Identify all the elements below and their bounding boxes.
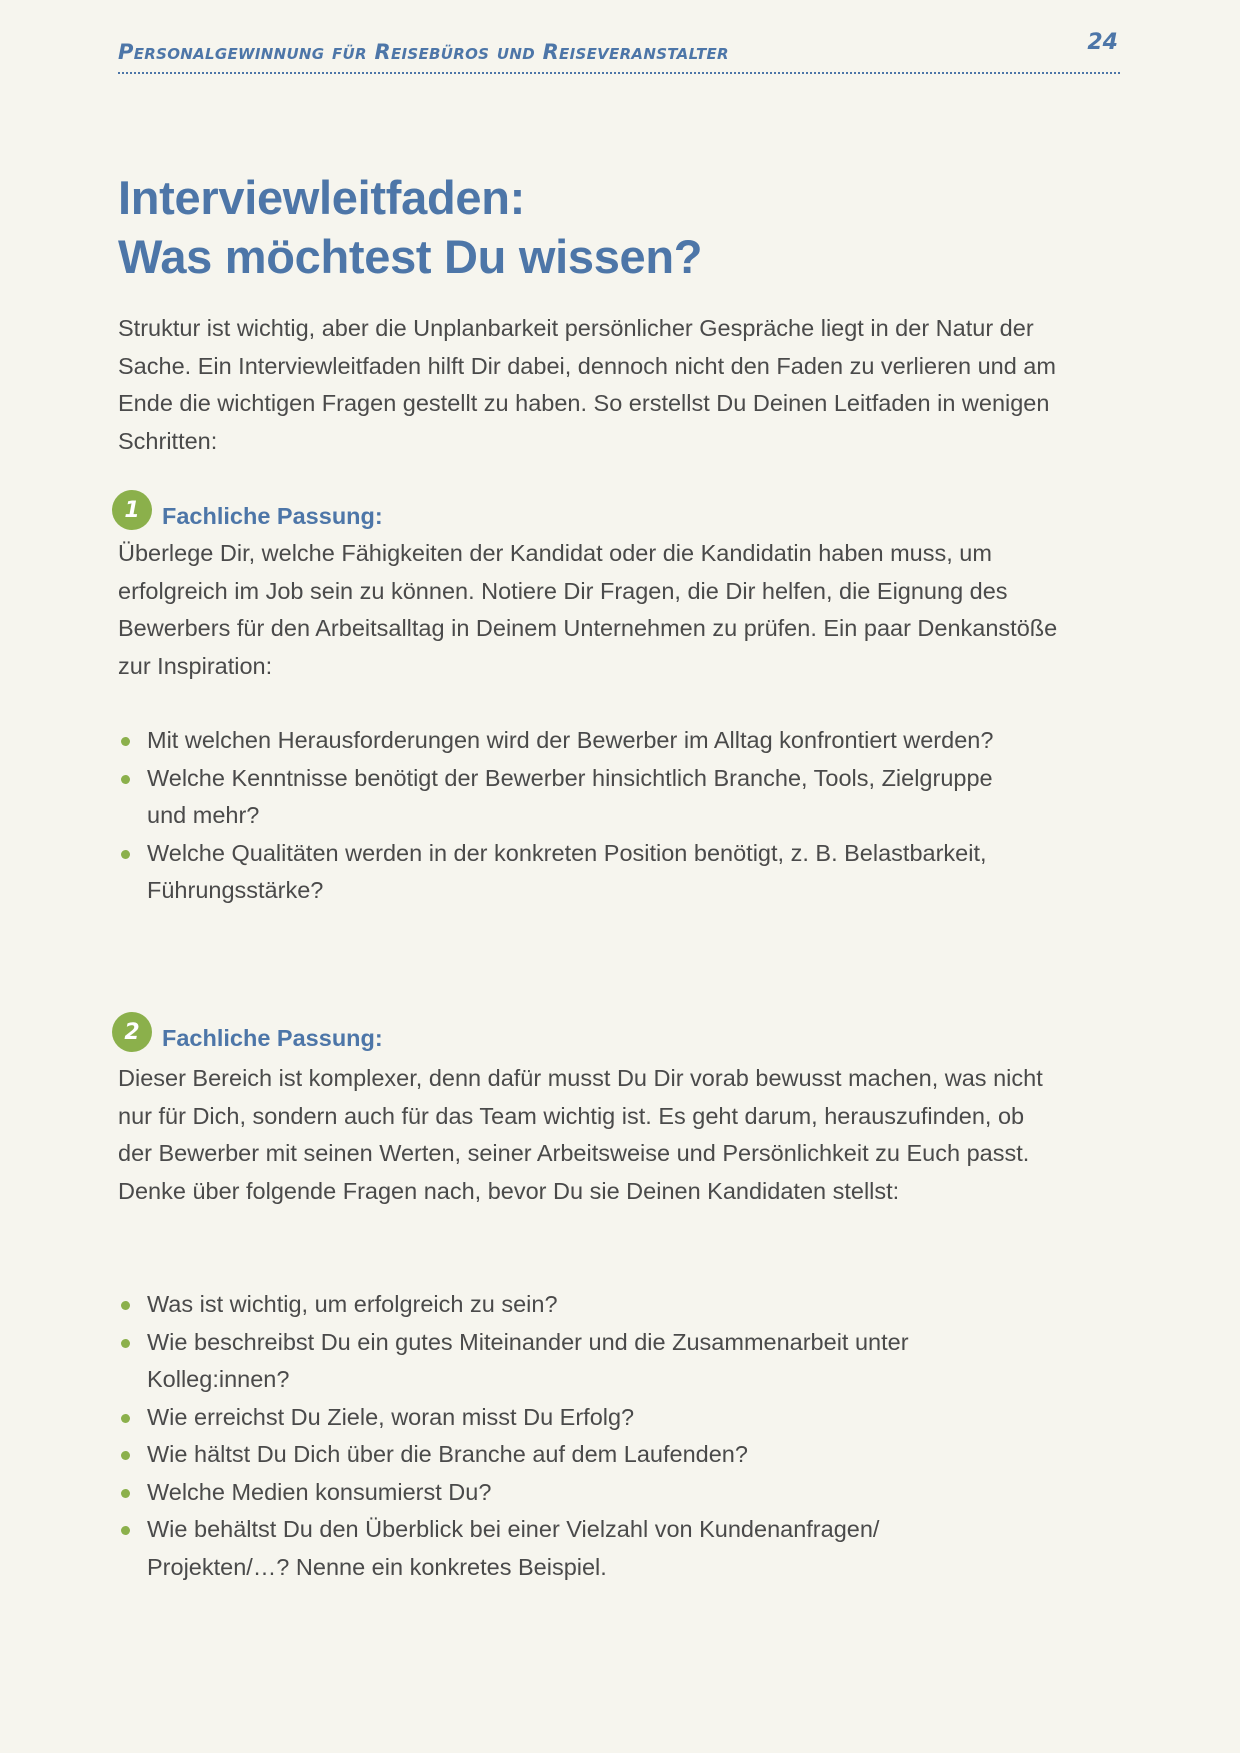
section-title: Fachliche Passung:	[162, 502, 383, 529]
bullet-dot-icon	[121, 1526, 130, 1535]
bullet-dot-icon	[121, 1339, 130, 1348]
intro-paragraph: Struktur ist wichtig, aber die Unplanbarkeit persönlicher Gespräche liegt in der Natur der Sache. Ein Interviewleitfaden hilft Dir dabei, dennoch nicht den Faden zu verlieren und am Ende die wichtigen Fragen gestellt zu haben. So erstellst Du Deinen Leitfaden in wenigen Schritten:	[118, 315, 1056, 454]
bullet-dot-icon	[121, 850, 130, 859]
bullet-dot-icon	[121, 1301, 130, 1310]
page-title-line-2: Was möchtest Du wissen?	[118, 230, 703, 283]
bullet-item: Welche Kenntnisse benötigt der Bewerber hinsichtlich Branche, Tools, Zielgruppe und mehr?	[118, 760, 1018, 835]
section-1-body: Überlege Dir, welche Fähigkeiten der Kandidat oder die Kandidatin haben muss, um erfolgreich im Job sein zu können. Notiere Dir Fragen, die Dir helfen, die Eignung des Bewerbers für den Arbeitsalltag in Deinem Unternehmen zu prüfen. Ein paar Denkanstöße zur Inspiration:	[118, 540, 1058, 679]
section-2-body: Dieser Bereich ist komplexer, denn dafür musst Du Dir vorab bewusst machen, was nicht nur für Dich, sondern auch für das Team wichtig ist. Es geht darum, herauszufinden, ob der Bewerber mit seinen Werten, seiner Arbeitsweise und Persönlichkeit zu Euch passt. Denke über folgende Fragen nach, bevor Du sie Deinen Kandidaten stellst:	[118, 1065, 1043, 1204]
bullet-item: Wie hältst Du Dich über die Branche auf dem Laufenden?	[118, 1436, 1018, 1474]
page-title-line-1: Interviewleitfaden:	[118, 171, 525, 224]
bullet-item: Welche Medien konsumierst Du?	[118, 1474, 1018, 1512]
running-title: Personalgewinnung für Reisebüros und Reiseveranstalter	[118, 40, 729, 64]
section-title: Fachliche Passung:	[162, 1024, 383, 1051]
page-number: 24	[1087, 30, 1118, 55]
bullet-item: Was ist wichtig, um erfolgreich zu sein?	[118, 1286, 1018, 1324]
number-badge-icon: 2	[112, 1012, 152, 1052]
bullet-dot-icon	[121, 1489, 130, 1498]
number-badge-icon: 1	[112, 490, 152, 530]
section-2-bullet-list	[118, 1286, 1018, 1586]
bullet-dot-icon	[121, 1451, 130, 1460]
bullet-item: Mit welchen Herausforderungen wird der Bewerber im Alltag konfrontiert werden?	[118, 722, 1018, 760]
section-1-heading	[112, 490, 383, 530]
section-1-bullet-list	[118, 722, 1018, 910]
page-title	[118, 168, 702, 286]
bullet-dot-icon	[121, 1414, 130, 1423]
bullet-item: Welche Qualitäten werden in der konkreten Position benötigt, z. B. Belastbarkeit, Führungsstärke?	[118, 835, 1018, 910]
bullet-item: Wie behältst Du den Überblick bei einer Vielzahl von Kundenanfragen/ Projekten/…? Nenne ein konkretes Beispiel.	[118, 1511, 1018, 1586]
bullet-dot-icon	[121, 775, 130, 784]
running-header	[118, 30, 1120, 74]
section-2-heading	[112, 1012, 383, 1052]
bullet-dot-icon	[121, 737, 130, 746]
bullet-item: Wie erreichst Du Ziele, woran misst Du Erfolg?	[118, 1399, 1018, 1437]
bullet-item: Wie beschreibst Du ein gutes Miteinander und die Zusammenarbeit unter Kolleg:innen?	[118, 1324, 1018, 1399]
